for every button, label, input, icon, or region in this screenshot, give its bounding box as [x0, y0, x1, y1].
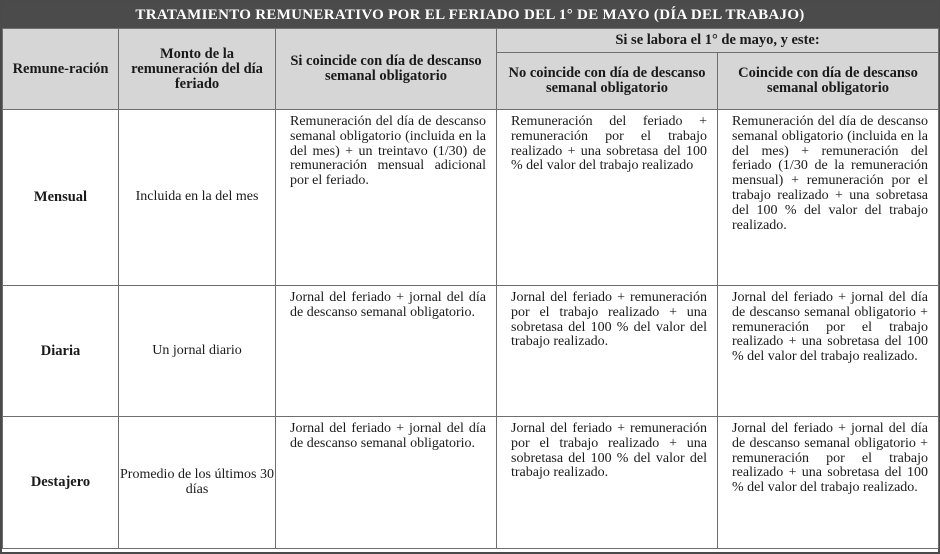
remuneration-table — [2, 28, 939, 549]
header-row-top — [3, 29, 939, 53]
row-type-diaria: Diaria — [3, 286, 119, 417]
header-no-coincide: No coincide con día de descanso semanal obligatorio — [497, 53, 718, 110]
cell-coincide: Jornal del feriado + jornal del día de descanso semanal obligatorio + remuneración por el trabajo realizado + una sobretasa del 100 % del valor del trabajo realizado. — [718, 286, 939, 417]
row-type-mensual: Mensual — [3, 110, 119, 286]
cell-descanso: Jornal del feriado + jornal del día de descanso semanal obligatorio. — [276, 286, 497, 417]
table-row — [3, 417, 939, 549]
header-monto: Monto de la remuneración del día feriado — [119, 29, 276, 110]
header-group-labora: Si se labora el 1° de mayo, y este: — [497, 29, 939, 53]
cell-no-coincide: Jornal del feriado + remuneración por el trabajo realizado + una sobretasa del 100 % del valor del trabajo realizado. — [497, 417, 718, 549]
cell-no-coincide: Remuneración del feriado + remuneración por el trabajo realizado + una sobretasa del 100 % del valor del trabajo realizado — [497, 110, 718, 286]
cell-coincide: Jornal del feriado + jornal del día de descanso semanal obligatorio + remuneración por el trabajo realizado + una sobretasa del 100 % del valor del trabajo realizado. — [718, 417, 939, 549]
row-type-destajero: Destajero — [3, 417, 119, 549]
header-remuneracion: Remune-ración — [3, 29, 119, 110]
cell-descanso: Jornal del feriado + jornal del día de descanso semanal obligatorio. — [276, 417, 497, 549]
table-title: TRATAMIENTO REMUNERATIVO POR EL FERIADO DEL 1° DE MAYO (DÍA DEL TRABAJO) — [2, 2, 938, 28]
header-coincide: Coincide con día de descanso semanal obligatorio — [718, 53, 939, 110]
table-row — [3, 110, 939, 286]
cell-no-coincide: Jornal del feriado + remuneración por el trabajo realizado + una sobretasa del 100 % del valor del trabajo realizado. — [497, 286, 718, 417]
cell-coincide: Remuneración del día de descanso semanal obligatorio (incluida en la del mes) + remuneración del feriado (1/30 de la remuneración mensual) + remuneración por el trabajo realizado + una sobretasa del 100 % del valor del trabajo realizado. — [718, 110, 939, 286]
cell-monto: Promedio de los últimos 30 días — [119, 417, 276, 549]
cell-monto: Un jornal diario — [119, 286, 276, 417]
header-descanso: Si coincide con día de descanso semanal obligatorio — [276, 29, 497, 110]
cell-monto: Incluida en la del mes — [119, 110, 276, 286]
cell-descanso: Remuneración del día de descanso semanal obligatorio (incluida en la del mes) + un treintavo (1/30) de remuneración mensual adicional por el feriado. — [276, 110, 497, 286]
table-row — [3, 286, 939, 417]
